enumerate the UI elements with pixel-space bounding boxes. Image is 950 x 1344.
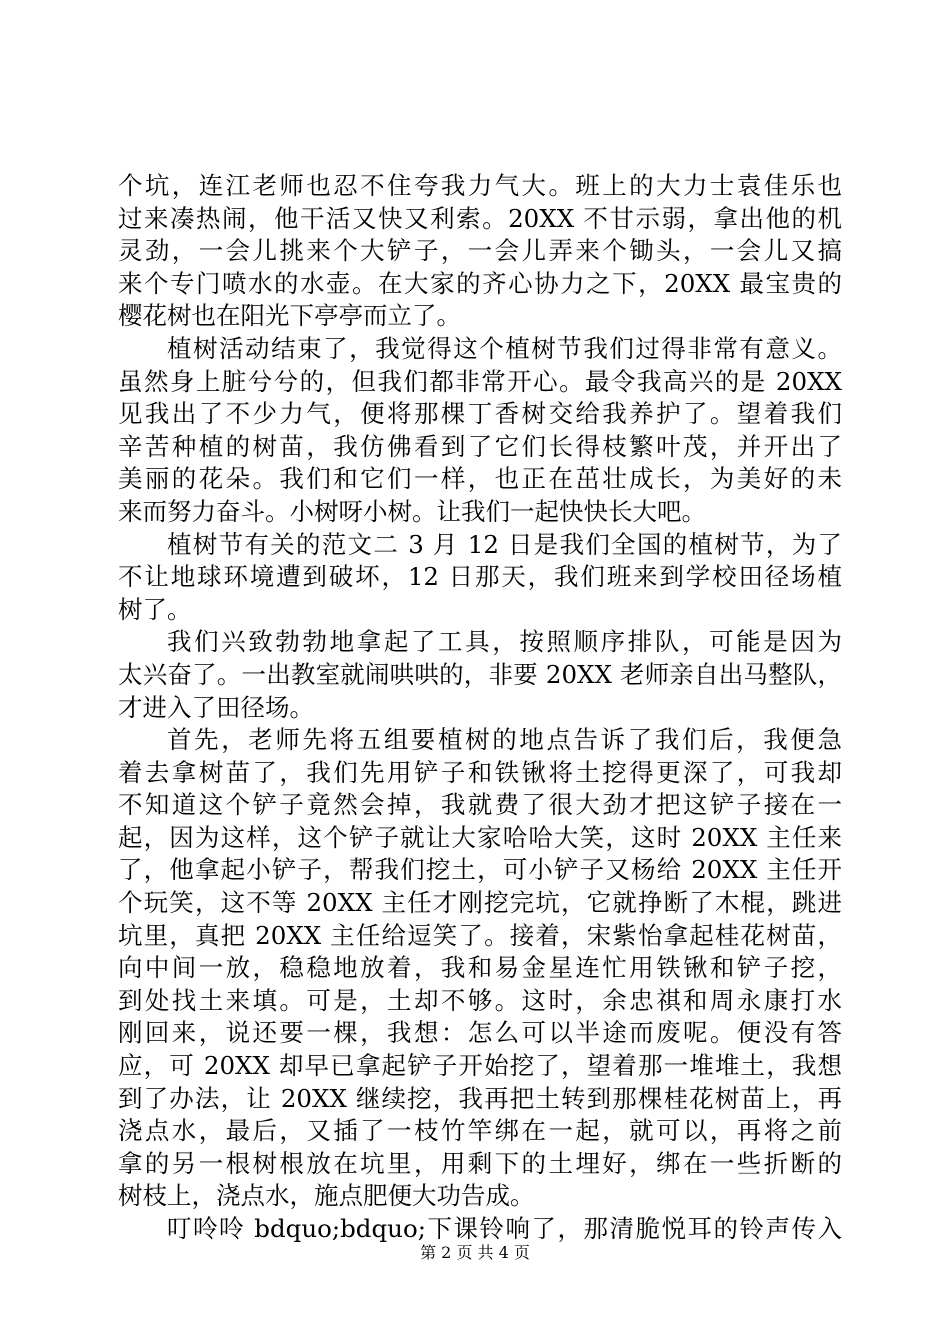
text-line: 应，可 20XX 却早已拿起铲子开始挖了，望着那一堆堆土，我想 [118, 1051, 842, 1081]
text-line: 个玩笑，这不等 20XX 主任才刚挖完坑，它就挣断了木棍，跳进 [118, 888, 842, 918]
text-line: 叮呤呤 bdquo;bdquo;下课铃响了，那清脆悦耳的铃声传入 [167, 1214, 842, 1243]
text-line: 坑里，真把 20XX 主任给逗笑了。接着，宋紫怡拿起桂花树苗， [118, 920, 842, 950]
text-line: 植树节有关的范文二 3 月 12 日是我们全国的植树节，为了 [167, 529, 842, 559]
text-line: 到了办法，让 20XX 继续挖，我再把土转到那棵桂花树苗上，再 [118, 1083, 842, 1113]
text-line: 起，因为这样，这个铲子就让大家哈哈大笑，这时 20XX 主任来 [118, 822, 842, 852]
text-line: 着去拿树苗了，我们先用铲子和铁锹将土挖得更深了，可我却 [118, 757, 842, 787]
text-line: 了，他拿起小铲子，帮我们挖土，可小铲子又杨给 20XX 主任开 [118, 855, 842, 885]
text-line: 首先，老师先将五组要植树的地点告诉了我们后，我便急 [167, 725, 842, 755]
text-line: 我们兴致勃勃地拿起了工具，按照顺序排队，可能是因为 [167, 627, 842, 657]
text-line: 来而努力奋斗。小树呀小树。让我们一起快快长大吧。 [118, 496, 706, 526]
text-line: 向中间一放，稳稳地放着，我和易金星连忙用铁锹和铲子挖， [118, 953, 842, 983]
text-line: 灵劲，一会儿挑来个大铲子，一会儿弄来个锄头，一会儿又搞 [118, 236, 842, 266]
text-line: 樱花树也在阳光下亭亭而立了。 [118, 301, 461, 331]
text-line: 树了。 [118, 594, 192, 624]
text-line: 树枝上，浇点水，施点肥便大功告成。 [118, 1181, 535, 1211]
text-line: 浇点水，最后，又插了一枝竹竿绑在一起，就可以，再将之前 [118, 1116, 842, 1146]
text-line: 虽然身上脏兮兮的，但我们都非常开心。最令我高兴的是 20XX [118, 366, 842, 396]
text-line: 才进入了田径场。 [118, 692, 314, 722]
text-line: 个坑，连江老师也忍不住夸我力气大。班上的大力士袁佳乐也 [118, 171, 842, 200]
text-line: 美丽的花朵。我们和它们一样，也正在茁壮成长，为美好的未 [118, 464, 842, 494]
text-line: 植树活动结束了，我觉得这个植树节我们过得非常有意义。 [167, 333, 842, 363]
text-line: 拿的另一根树根放在坑里，用剩下的土埋好，绑在一些折断的 [118, 1148, 842, 1178]
text-line: 过来凑热闹，他干活又快又利索。20XX 不甘示弱，拿出他的机 [118, 203, 842, 233]
text-line: 太兴奋了。一出教室就闹哄哄的，非要 20XX 老师亲自出马整队， [118, 659, 842, 689]
text-line: 到处找土来填。可是，土却不够。这时，余忠祺和周永康打水 [118, 985, 842, 1015]
text-line: 不让地球环境遭到破坏，12 日那天，我们班来到学校田径场植 [118, 562, 842, 592]
text-line: 不知道这个铲子竟然会掉，我就费了很大劲才把这铲子接在一 [118, 790, 842, 820]
document-body [118, 170, 842, 1246]
text-line: 辛苦种植的树苗，我仿佛看到了它们长得枝繁叶茂，并开出了 [118, 431, 842, 461]
page-footer: 第 2 页 共 4 页 [420, 1243, 530, 1262]
text-line: 来个专门喷水的水壶。在大家的齐心协力之下，20XX 最宝贵的 [118, 268, 842, 298]
text-line: 见我出了不少力气，便将那棵丁香树交给我养护了。望着我们 [118, 399, 842, 429]
text-line: 刚回来，说还要一棵，我想：怎么可以半途而废呢。便没有答 [118, 1018, 842, 1048]
